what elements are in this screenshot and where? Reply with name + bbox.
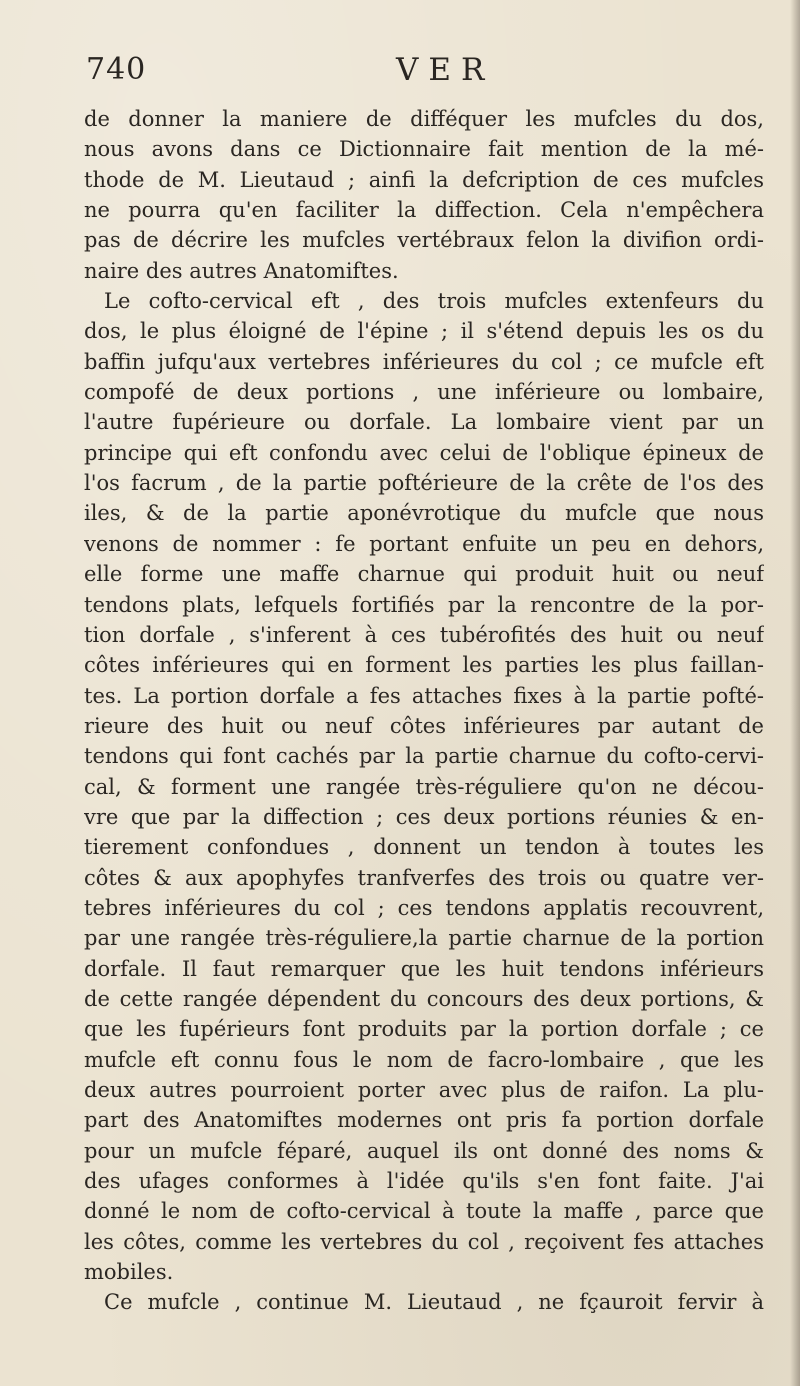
text-line: principe qui eft confondu avec celui de l'oblique épineux de <box>84 440 764 465</box>
text-line: iles, & de la partie aponévrotique du mufcle que nous <box>84 501 764 526</box>
text-line: tion dorfale , s'inferent à ces tubérofités des huit ou neuf <box>84 622 764 647</box>
text-line: cal, & forment une rangée très-réguliere qu'on ne décou- <box>84 774 764 799</box>
text-line: des ufages conformes à l'idée qu'ils s'en font faite. J'ai <box>84 1169 764 1194</box>
text-line: elle forme une maffe charnue qui produit huit ou neuf <box>84 562 764 587</box>
text-line: mobiles. <box>84 1260 174 1285</box>
text-line: naire des autres Anatomiftes. <box>84 258 399 283</box>
text-line: tes. La portion dorfale a fes attaches fixes à la partie pofté- <box>84 683 764 708</box>
text-line: mufcle eft connu fous le nom de facro-lombaire , que les <box>84 1047 764 1072</box>
text-line: part des Anatomiftes modernes ont pris fa portion dorfale <box>84 1108 764 1133</box>
text-line: donné le nom de cofto-cervical à toute la maffe , parce que <box>84 1199 764 1224</box>
text-line: tierement confondues , donnent un tendon à toutes les <box>84 835 764 860</box>
text-line: thode de M. Lieutaud ; ainfi la defcription de ces mufcles <box>84 167 764 192</box>
page-header <box>86 52 766 100</box>
body-text <box>84 104 764 1318</box>
text-line: compofé de deux portions , une inférieure ou lombaire, <box>84 380 764 405</box>
text-line: pas de décrire les mufcles vertébraux felon la divifion ordi- <box>84 228 764 253</box>
text-line: côtes & aux apophyfes tranfverfes des trois ou quatre ver- <box>84 865 764 890</box>
text-line: tendons plats, lefquels fortifiés par la rencontre de la por- <box>84 592 764 617</box>
text-line: venons de nommer : fe portant enfuite un peu en dehors, <box>84 531 764 556</box>
text-line: de donner la maniere de difféquer les mufcles du dos, <box>84 107 764 131</box>
page-edge-shadow <box>790 0 800 1386</box>
text-line: que les fupérieurs font produits par la portion dorfale ; ce <box>84 1017 764 1042</box>
text-line: par une rangée très-réguliere,la partie charnue de la portion <box>84 926 764 951</box>
text-line: dos, le plus éloigné de l'épine ; il s'étend depuis les os du <box>84 319 764 344</box>
text-line: côtes inférieures qui en forment les parties les plus faillan- <box>84 653 764 678</box>
text-line: pour un mufcle féparé, auquel ils ont donné des noms & <box>84 1138 764 1163</box>
text-line: nous avons dans ce Dictionnaire fait mention de la mé- <box>84 137 764 162</box>
text-line: l'os facrum , de la partie poftérieure de la crête de l'os des <box>84 471 764 496</box>
text-line: vre que par la diffection ; ces deux portions réunies & en- <box>84 804 764 829</box>
page-number: 740 <box>86 52 147 87</box>
running-head: VER <box>396 52 495 88</box>
text-line: l'autre fupérieure ou dorfale. La lombaire vient par un <box>84 410 764 435</box>
text-line: ne pourra qu'en faciliter la diffection. Cela n'empêchera <box>84 198 764 223</box>
text-line: de cette rangée dépendent du concours des deux portions, & <box>84 986 764 1011</box>
text-line: Le cofto-cervical eft , des trois mufcles extenfeurs du <box>104 289 764 314</box>
text-line: tebres inférieures du col ; ces tendons applatis recouvrent, <box>84 895 764 920</box>
text-line: baffin jufqu'aux vertebres inférieures du col ; ce mufcle eft <box>84 349 764 374</box>
text-line: deux autres pourroient porter avec plus de raifon. La plu- <box>84 1078 764 1102</box>
text-line: Ce mufcle , continue M. Lieutaud , ne fçauroit fervir à <box>104 1290 764 1315</box>
text-line: les côtes, comme les vertebres du col , reçoivent fes attaches <box>84 1229 764 1254</box>
text-line: tendons qui font cachés par la partie charnue du cofto-cervi- <box>84 744 764 769</box>
text-line: dorfale. Il faut remarquer que les huit tendons inférieurs <box>84 956 764 981</box>
text-line: rieure des huit ou neuf côtes inférieures par autant de <box>84 713 764 738</box>
